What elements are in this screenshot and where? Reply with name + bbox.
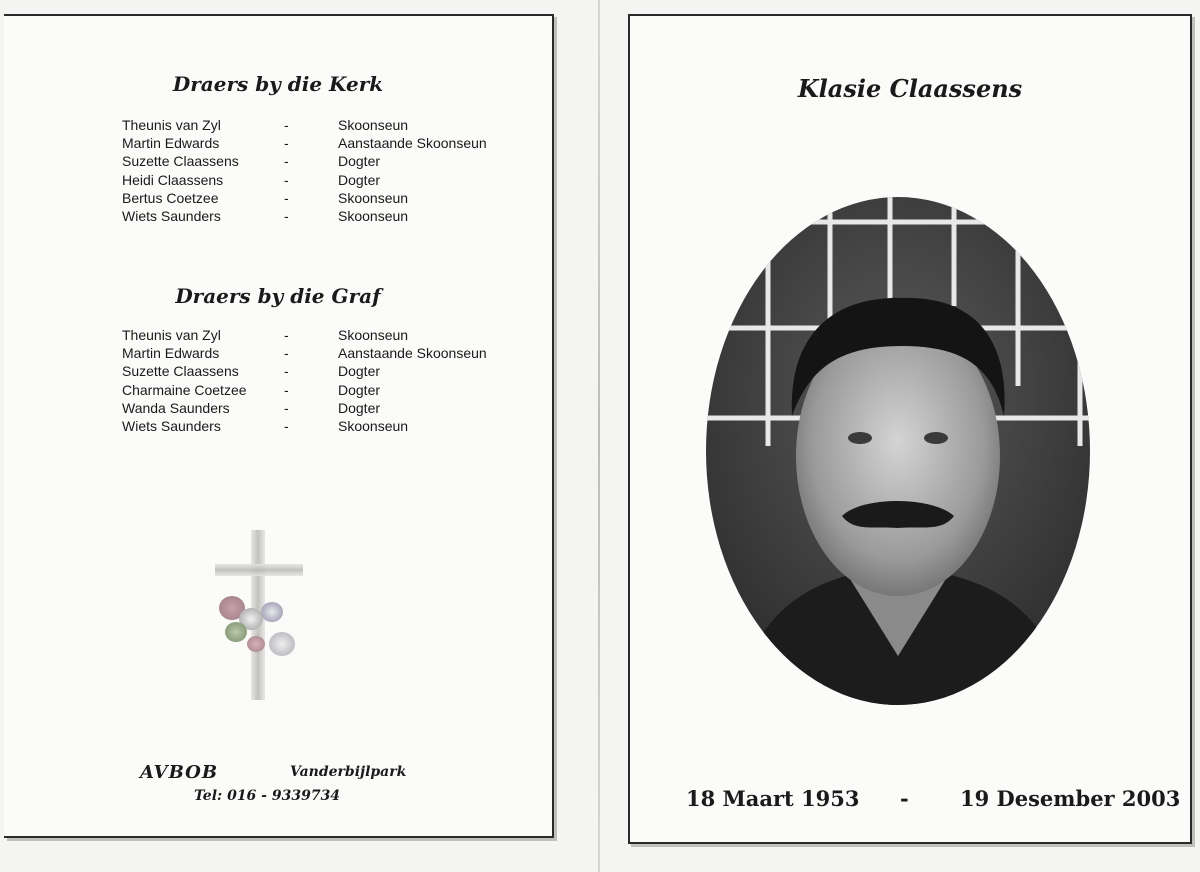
bearer-row xyxy=(122,134,542,152)
bearer-dash: - xyxy=(284,189,289,206)
bearer-name: Suzette Claassens xyxy=(122,153,239,170)
bearer-dash: - xyxy=(284,135,289,152)
church-bearers-list xyxy=(122,116,542,225)
bearer-name: Martin Edwards xyxy=(122,135,220,152)
bearer-row xyxy=(122,381,542,399)
death-date: 19 Desember 2003 xyxy=(960,786,1181,811)
bearer-name: Wanda Saunders xyxy=(122,399,230,416)
bearer-dash: - xyxy=(284,327,289,343)
bearer-relation: Dogter xyxy=(338,381,381,398)
bearer-dash: - xyxy=(284,208,289,225)
bearer-relation: Skoonseun xyxy=(338,208,409,225)
bearer-relation: Dogter xyxy=(338,399,381,416)
bearer-name: Heidi Claassens xyxy=(122,171,224,188)
bearer-row xyxy=(122,399,542,417)
bearer-row xyxy=(122,417,542,435)
bearer-dash: - xyxy=(284,117,289,133)
bearer-dash: - xyxy=(284,381,289,398)
company-name: AVBOB xyxy=(140,762,219,783)
bearer-dash: - xyxy=(284,418,289,435)
date-separator: - xyxy=(900,786,909,811)
phone-number: Tel: 016 - 9339734 xyxy=(194,788,341,804)
cross-with-flowers-icon xyxy=(209,530,309,700)
right-page xyxy=(628,14,1192,844)
church-bearers-heading: Draers by die Kerk xyxy=(172,72,384,96)
bearer-name: Charmaine Coetzee xyxy=(122,381,247,398)
bearer-row xyxy=(122,171,542,189)
bearer-dash: - xyxy=(284,153,289,170)
bearer-dash: - xyxy=(284,171,289,188)
bearer-name: Wiets Saunders xyxy=(122,418,221,435)
bearer-dash: - xyxy=(284,363,289,380)
bearer-row xyxy=(122,152,542,170)
bearer-relation: Aanstaande Skoonseun xyxy=(338,345,487,362)
bearer-dash: - xyxy=(284,399,289,416)
bearer-row xyxy=(122,207,542,225)
left-page xyxy=(4,14,554,838)
birth-date: 18 Maart 1953 xyxy=(686,786,860,811)
bearer-relation: Aanstaande Skoonseun xyxy=(338,135,487,152)
portrait-photo xyxy=(692,186,1104,716)
bearer-row xyxy=(122,189,542,207)
bearer-row xyxy=(122,116,542,134)
bearer-name: Wiets Saunders xyxy=(122,208,221,225)
bearer-relation: Skoonseun xyxy=(338,418,409,435)
grave-bearers-heading: Draers by die Graf xyxy=(175,284,381,308)
city-name: Vanderbijlpark xyxy=(290,764,407,780)
bearer-name: Theunis van Zyl xyxy=(122,327,221,343)
bearer-name: Suzette Claassens xyxy=(122,363,239,380)
bearer-row xyxy=(122,344,542,362)
bearer-dash: - xyxy=(284,345,289,362)
bearer-relation: Dogter xyxy=(338,171,381,188)
bearer-relation: Skoonseun xyxy=(338,117,409,133)
bearer-row xyxy=(122,362,542,380)
bearer-name: Martin Edwards xyxy=(122,345,220,362)
bearer-relation: Dogter xyxy=(338,153,381,170)
bearer-name: Theunis van Zyl xyxy=(122,117,221,133)
bearer-name: Bertus Coetzee xyxy=(122,189,219,206)
bearer-relation: Skoonseun xyxy=(338,189,409,206)
bearer-relation: Skoonseun xyxy=(338,327,409,343)
page-fold xyxy=(598,0,600,872)
deceased-name: Klasie Claassens xyxy=(797,74,1023,103)
bearer-relation: Dogter xyxy=(338,363,381,380)
bearer-row xyxy=(122,326,542,344)
grave-bearers-list xyxy=(122,326,542,435)
